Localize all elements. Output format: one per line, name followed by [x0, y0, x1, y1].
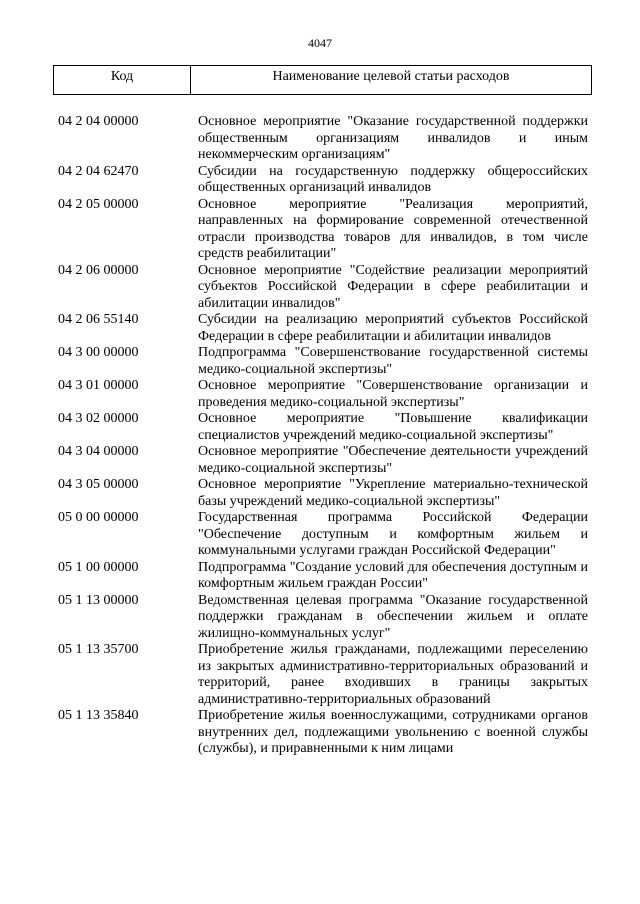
- row-name: Ведомственная целевая программа "Оказание государственной поддержки гражданам в обеспечении жильем и оплате жилищно-коммунальных услуг": [198, 592, 588, 641]
- table-row: [58, 164, 588, 197]
- row-name: Основное мероприятие "Содействие реализации мероприятий субъектов Российской Федерации в сфере реабилитации и абилитации инвалидов": [198, 262, 588, 311]
- row-code: 04 3 04 00000: [58, 444, 139, 459]
- table-body: [58, 114, 588, 758]
- row-name: Подпрограмма "Создание условий для обеспечения доступным и комфортным жильем граждан России": [198, 559, 588, 591]
- table-row: [58, 263, 588, 313]
- row-code: 04 2 06 00000: [58, 262, 139, 278]
- table-row: [58, 510, 588, 560]
- page-number: 4047: [308, 36, 332, 50]
- row-name: Подпрограмма "Совершенствование государственной системы медико-социальной экспертизы": [198, 345, 588, 377]
- header-name: Наименование целевой статьи расходов: [272, 69, 510, 84]
- table-header: [53, 65, 592, 95]
- row-code: 04 3 01 00000: [58, 378, 139, 393]
- row-code: 05 1 00 00000: [58, 559, 139, 575]
- row-code: 05 1 13 00000: [58, 592, 139, 608]
- table-row: [58, 378, 588, 411]
- table-row: [58, 411, 588, 444]
- table-row: [58, 345, 588, 378]
- table-row: [58, 708, 588, 758]
- header-code: Код: [54, 66, 191, 94]
- row-name: Приобретение жилья гражданами, подлежащими переселению из закрытых административно-территориальных образований и территорий, ранее входивших в границы закрытых административно-территориальных образований: [198, 642, 588, 707]
- table-row: [58, 312, 588, 345]
- row-name: Субсидии на реализацию мероприятий субъектов Российской Федерации в сфере реабилитации и абилитации инвалидов: [198, 312, 588, 344]
- table-row: [58, 560, 588, 593]
- row-name: Субсидии на государственную поддержку общероссийских общественных организаций инвалидов: [198, 163, 588, 195]
- row-name: Основное мероприятие "Совершенствование организации и проведения медико-социальной экспертизы": [198, 378, 588, 410]
- row-code: 04 2 04 00000: [58, 114, 139, 129]
- table-row: [58, 477, 588, 510]
- row-name: Приобретение жилья военнослужащими, сотрудниками органов внутренних дел, подлежащими увольнению с военной службы (службы), и приравненными к ним лицами: [198, 708, 588, 756]
- row-name: Основное мероприятие "Повышение квалификации специалистов учреждений медико-социальной экспертизы": [198, 411, 588, 443]
- table-row: [58, 642, 588, 708]
- row-name: Государственная программа Российской Федерации "Обеспечение доступным и комфортным жильем и коммунальными услугами граждан Российской Федерации": [198, 510, 588, 558]
- row-code: 05 1 13 35840: [58, 708, 139, 723]
- row-code: 04 3 00 00000: [58, 345, 139, 360]
- table-row: [58, 197, 588, 263]
- row-name: Основное мероприятие "Оказание государственной поддержки общественным организациям инвалидов и иным некоммерческим организациям": [198, 114, 588, 162]
- row-code: 04 2 06 55140: [58, 312, 139, 327]
- row-code: 04 3 02 00000: [58, 411, 139, 426]
- row-name: Основное мероприятие "Укрепление материально-технической базы учреждений медико-социальной экспертизы": [198, 477, 588, 509]
- row-name: Основное мероприятие "Реализация мероприятий, направленных на формирование современной отечественной отрасли производства товаров для инвалидов, в том числе средств реабилитации": [198, 196, 588, 261]
- row-code: 04 3 05 00000: [58, 477, 139, 492]
- row-code: 05 1 13 35700: [58, 642, 139, 657]
- table-row: [58, 444, 588, 477]
- row-code: 05 0 00 00000: [58, 510, 139, 525]
- table-row: [58, 114, 588, 164]
- row-name: Основное мероприятие "Обеспечение деятельности учреждений медико-социальной экспертизы": [198, 444, 588, 476]
- row-code: 04 2 05 00000: [58, 196, 139, 212]
- table-row: [58, 593, 588, 643]
- row-code: 04 2 04 62470: [58, 163, 139, 179]
